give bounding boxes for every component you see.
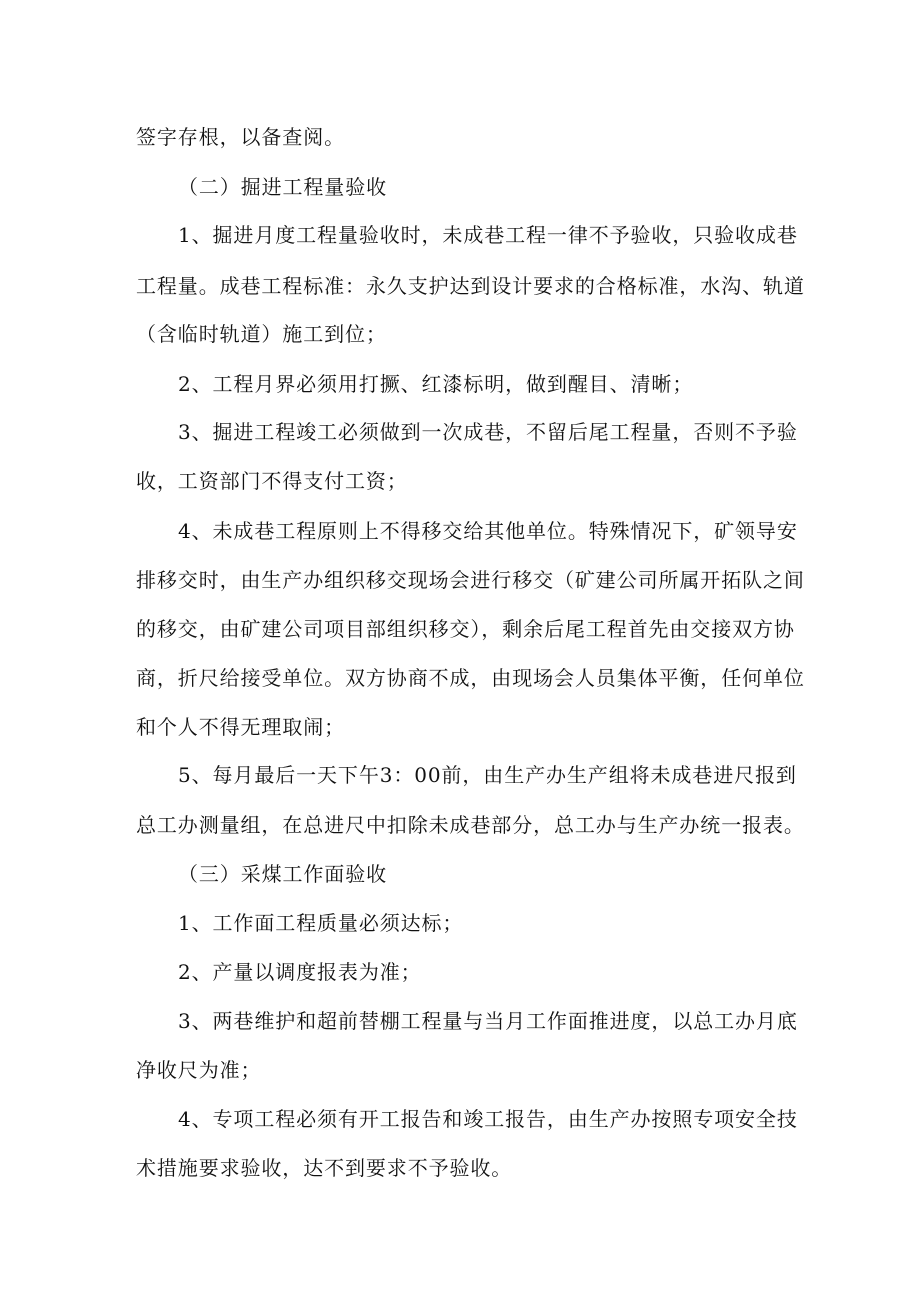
paragraph-line: 4、未成巷工程原则上不得移交给其他单位。特殊情况下，矿领导安 xyxy=(178,519,798,543)
paragraph-line: 签字存根，以备查阅。 xyxy=(136,125,345,149)
paragraph-line: 1、掘进月度工程量验收时，未成巷工程一律不予验收，只验收成巷 xyxy=(178,223,798,247)
paragraph-line: 3、掘进工程竣工必须做到一次成巷，不留后尾工程量，否则不予验 xyxy=(178,420,798,444)
paragraph-line: 工程量。成巷工程标准：永久支护达到设计要求的合格标准，水沟、轨道 xyxy=(136,274,805,298)
paragraph-line: 净收尺为准； xyxy=(136,1058,262,1082)
paragraph-line: 1、工作面工程质量必须达标； xyxy=(178,911,464,935)
paragraph-line: 2、产量以调度报表为准； xyxy=(178,960,422,984)
paragraph-line: 5、每月最后一天下午3：00前，由生产办生产组将未成巷进尺报到 xyxy=(178,763,797,787)
paragraph-line: 的移交，由矿建公司项目部组织移交），剩余后尾工程首先由交接双方协 xyxy=(136,617,795,641)
paragraph-line: 4、专项工程必须有开工报告和竣工报告，由生产办按照专项安全技 xyxy=(178,1107,798,1131)
paragraph-line: 和个人不得无理取闹； xyxy=(136,715,345,739)
section-heading: （三）采煤工作面验收 xyxy=(178,862,387,886)
paragraph-line: 2、工程月界必须用打撅、红漆标明，做到醒目、清晰； xyxy=(178,372,694,396)
paragraph-line: 总工办测量组，在总进尺中扣除未成巷部分，总工办与生产办统一报表。 xyxy=(136,813,805,837)
paragraph-line: 商，折尺给接受单位。双方协商不成，由现场会人员集体平衡，任何单位 xyxy=(136,666,805,690)
paragraph-line: 排移交时，由生产办组织移交现场会进行移交（矿建公司所属开拓队之间 xyxy=(136,568,805,592)
paragraph-line: 术措施要求验收，达不到要求不予验收。 xyxy=(136,1156,513,1180)
paragraph-line: （含临时轨道）施工到位； xyxy=(136,322,387,346)
section-heading: （二）掘进工程量验收 xyxy=(178,175,387,199)
paragraph-line: 收，工资部门不得支付工资； xyxy=(136,469,408,493)
paragraph-line: 3、两巷维护和超前替棚工程量与当月工作面推进度，以总工办月底 xyxy=(178,1009,798,1033)
